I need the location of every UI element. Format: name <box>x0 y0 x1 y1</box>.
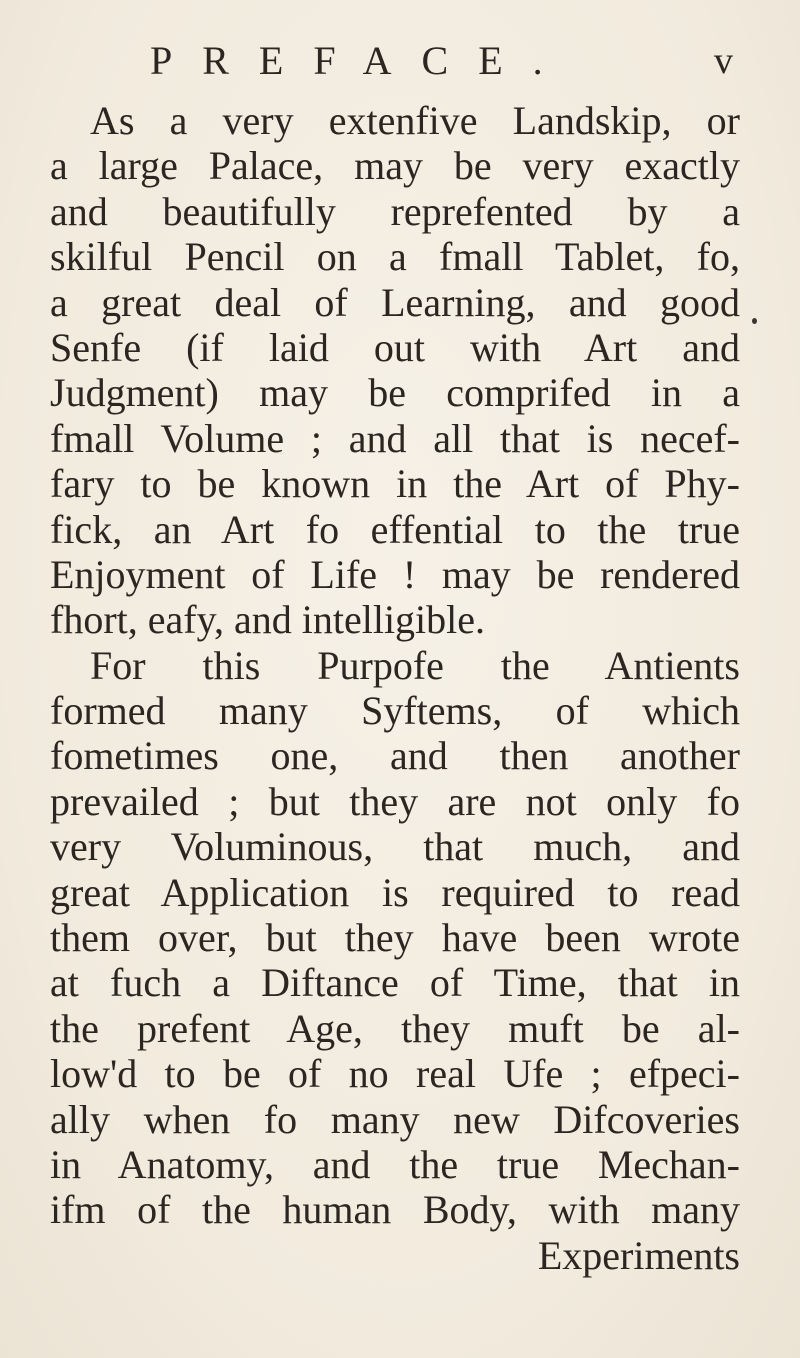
text-line: at fuch a Diftance of Time, that in <box>50 960 740 1006</box>
text-line: a great deal of Learning, and good <box>50 279 740 325</box>
text-line: skilful Pencil on a fmall Tablet, fo, <box>50 234 740 280</box>
text-line: Senfe (if laid out with Art and <box>50 324 740 370</box>
text-line: fary to be known in the Art of Phy- <box>50 461 740 507</box>
text-line: For this Purpofe the Antients <box>90 642 740 688</box>
text-line: a large Palace, may be very exactly <box>50 143 740 189</box>
text-line: very Voluminous, that much, and <box>50 824 740 870</box>
header-title: PREFACE. <box>150 38 573 83</box>
text-line: in Anatomy, and the true Mechan- <box>50 1141 740 1187</box>
text-line: ifm of the human Body, with many <box>50 1187 740 1233</box>
text-line: low'd to be of no real Ufe ; efpeci- <box>50 1051 740 1097</box>
text-line: and beautifully reprefented by a <box>50 188 740 234</box>
catchword: Experiments <box>537 1232 740 1278</box>
text-line: great Application is required to read <box>50 869 740 915</box>
running-header <box>0 36 800 86</box>
text-line: fometimes one, and then another <box>50 733 740 779</box>
text-line: fmall Volume ; and all that is necef- <box>50 415 740 461</box>
text-line: the prefent Age, they muft be al- <box>50 1005 740 1051</box>
text-line: them over, but they have been wrote <box>50 915 740 961</box>
text-line: ally when fo many new Difcoveries <box>50 1096 740 1142</box>
text-line: Enjoyment of Life ! may be rendered <box>50 551 740 597</box>
text-line: formed many Syftems, of which <box>50 688 740 734</box>
text-line: As a very extenfive Landskip, or <box>90 98 740 143</box>
text-line: fick, an Art fo effential to the true <box>50 506 740 552</box>
preface-text <box>50 98 740 1278</box>
text-line: fhort, eafy, and intelligible. <box>50 597 486 643</box>
page-number: v <box>714 40 733 82</box>
ink-speck <box>752 318 757 324</box>
text-line: prevailed ; but they are not only fo <box>50 778 740 824</box>
text-line: Judgment) may be comprifed in a <box>50 370 740 416</box>
